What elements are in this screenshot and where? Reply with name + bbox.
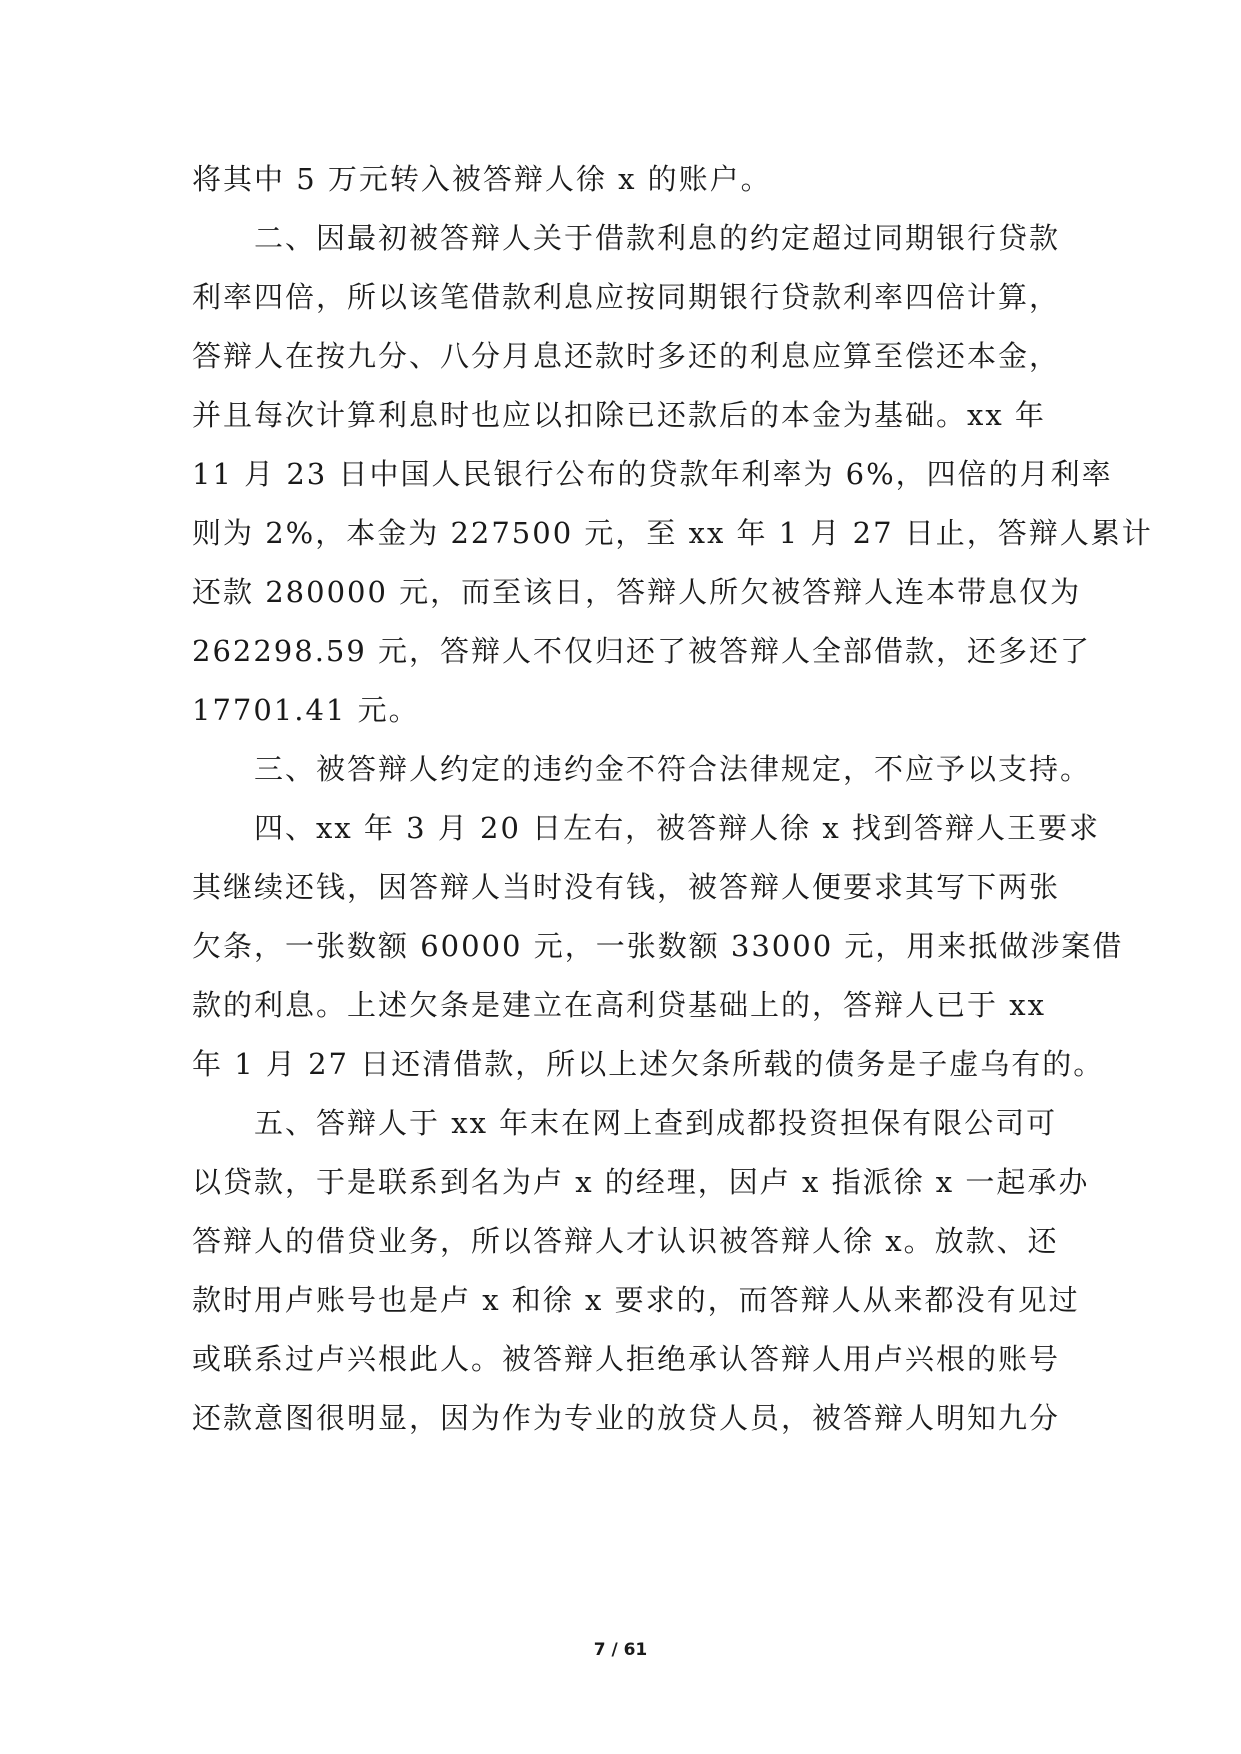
text-line: 款时用卢账号也是卢 x 和徐 x 要求的，而答辩人从来都没有见过: [192, 1283, 1080, 1317]
text-line: 以贷款，于是联系到名为卢 x 的经理，因卢 x 指派徐 x 一起承办: [192, 1165, 1090, 1199]
text-line: 答辩人在按九分、八分月息还款时多还的利息应算至偿还本金，: [192, 339, 1061, 373]
text-line: 二、因最初被答辩人关于借款利息的约定超过同期银行贷款: [254, 221, 1061, 255]
text-line: 答辩人的借贷业务，所以答辩人才认识被答辩人徐 x。放款、还: [192, 1224, 1059, 1258]
text-line: 四、xx 年 3 月 20 日左右，被答辩人徐 x 找到答辩人王要求: [254, 811, 1100, 845]
text-line: 其继续还钱，因答辩人当时没有钱，被答辩人便要求其写下两张: [192, 870, 1061, 904]
text-line: 款的利息。上述欠条是建立在高利贷基础上的，答辩人已于 xx: [192, 988, 1046, 1022]
text-line: 262298.59 元，答辩人不仅归还了被答辩人全部借款，还多还了: [192, 634, 1092, 668]
text-line: 利率四倍，所以该笔借款利息应按同期银行贷款利率四倍计算，: [192, 280, 1061, 314]
text-line: 五、答辩人于 xx 年末在网上查到成都投资担保有限公司可: [254, 1106, 1058, 1140]
text-line: 三、被答辩人约定的违约金不符合法律规定，不应予以支持。: [254, 752, 1092, 786]
text-line: 11 月 23 日中国人民银行公布的贷款年利率为 6%，四倍的月利率: [192, 457, 1113, 491]
text-line: 17701.41 元。: [192, 693, 420, 727]
text-line: 则为 2%，本金为 227500 元，至 xx 年 1 月 27 日止，答辩人累计: [192, 516, 1153, 550]
text-line: 还款意图很明显，因为作为专业的放贷人员，被答辩人明知九分: [192, 1401, 1061, 1435]
text-line: 年 1 月 27 日还清借款，所以上述欠条所载的债务是子虚乌有的。: [192, 1047, 1105, 1081]
text-line: 还款 280000 元，而至该日，答辩人所欠被答辩人连本带息仅为: [192, 575, 1082, 609]
page-number: 7 / 61: [593, 1640, 648, 1660]
document-body: [192, 150, 1153, 1448]
text-line: 将其中 5 万元转入被答辩人徐 x 的账户。: [192, 162, 772, 196]
text-line: 或联系过卢兴根此人。被答辩人拒绝承认答辩人用卢兴根的账号: [192, 1342, 1061, 1376]
text-line: 欠条，一张数额 60000 元，一张数额 33000 元，用来抵做涉案借: [192, 929, 1124, 963]
text-line: 并且每次计算利息时也应以扣除已还款后的本金为基础。xx 年: [192, 398, 1046, 432]
